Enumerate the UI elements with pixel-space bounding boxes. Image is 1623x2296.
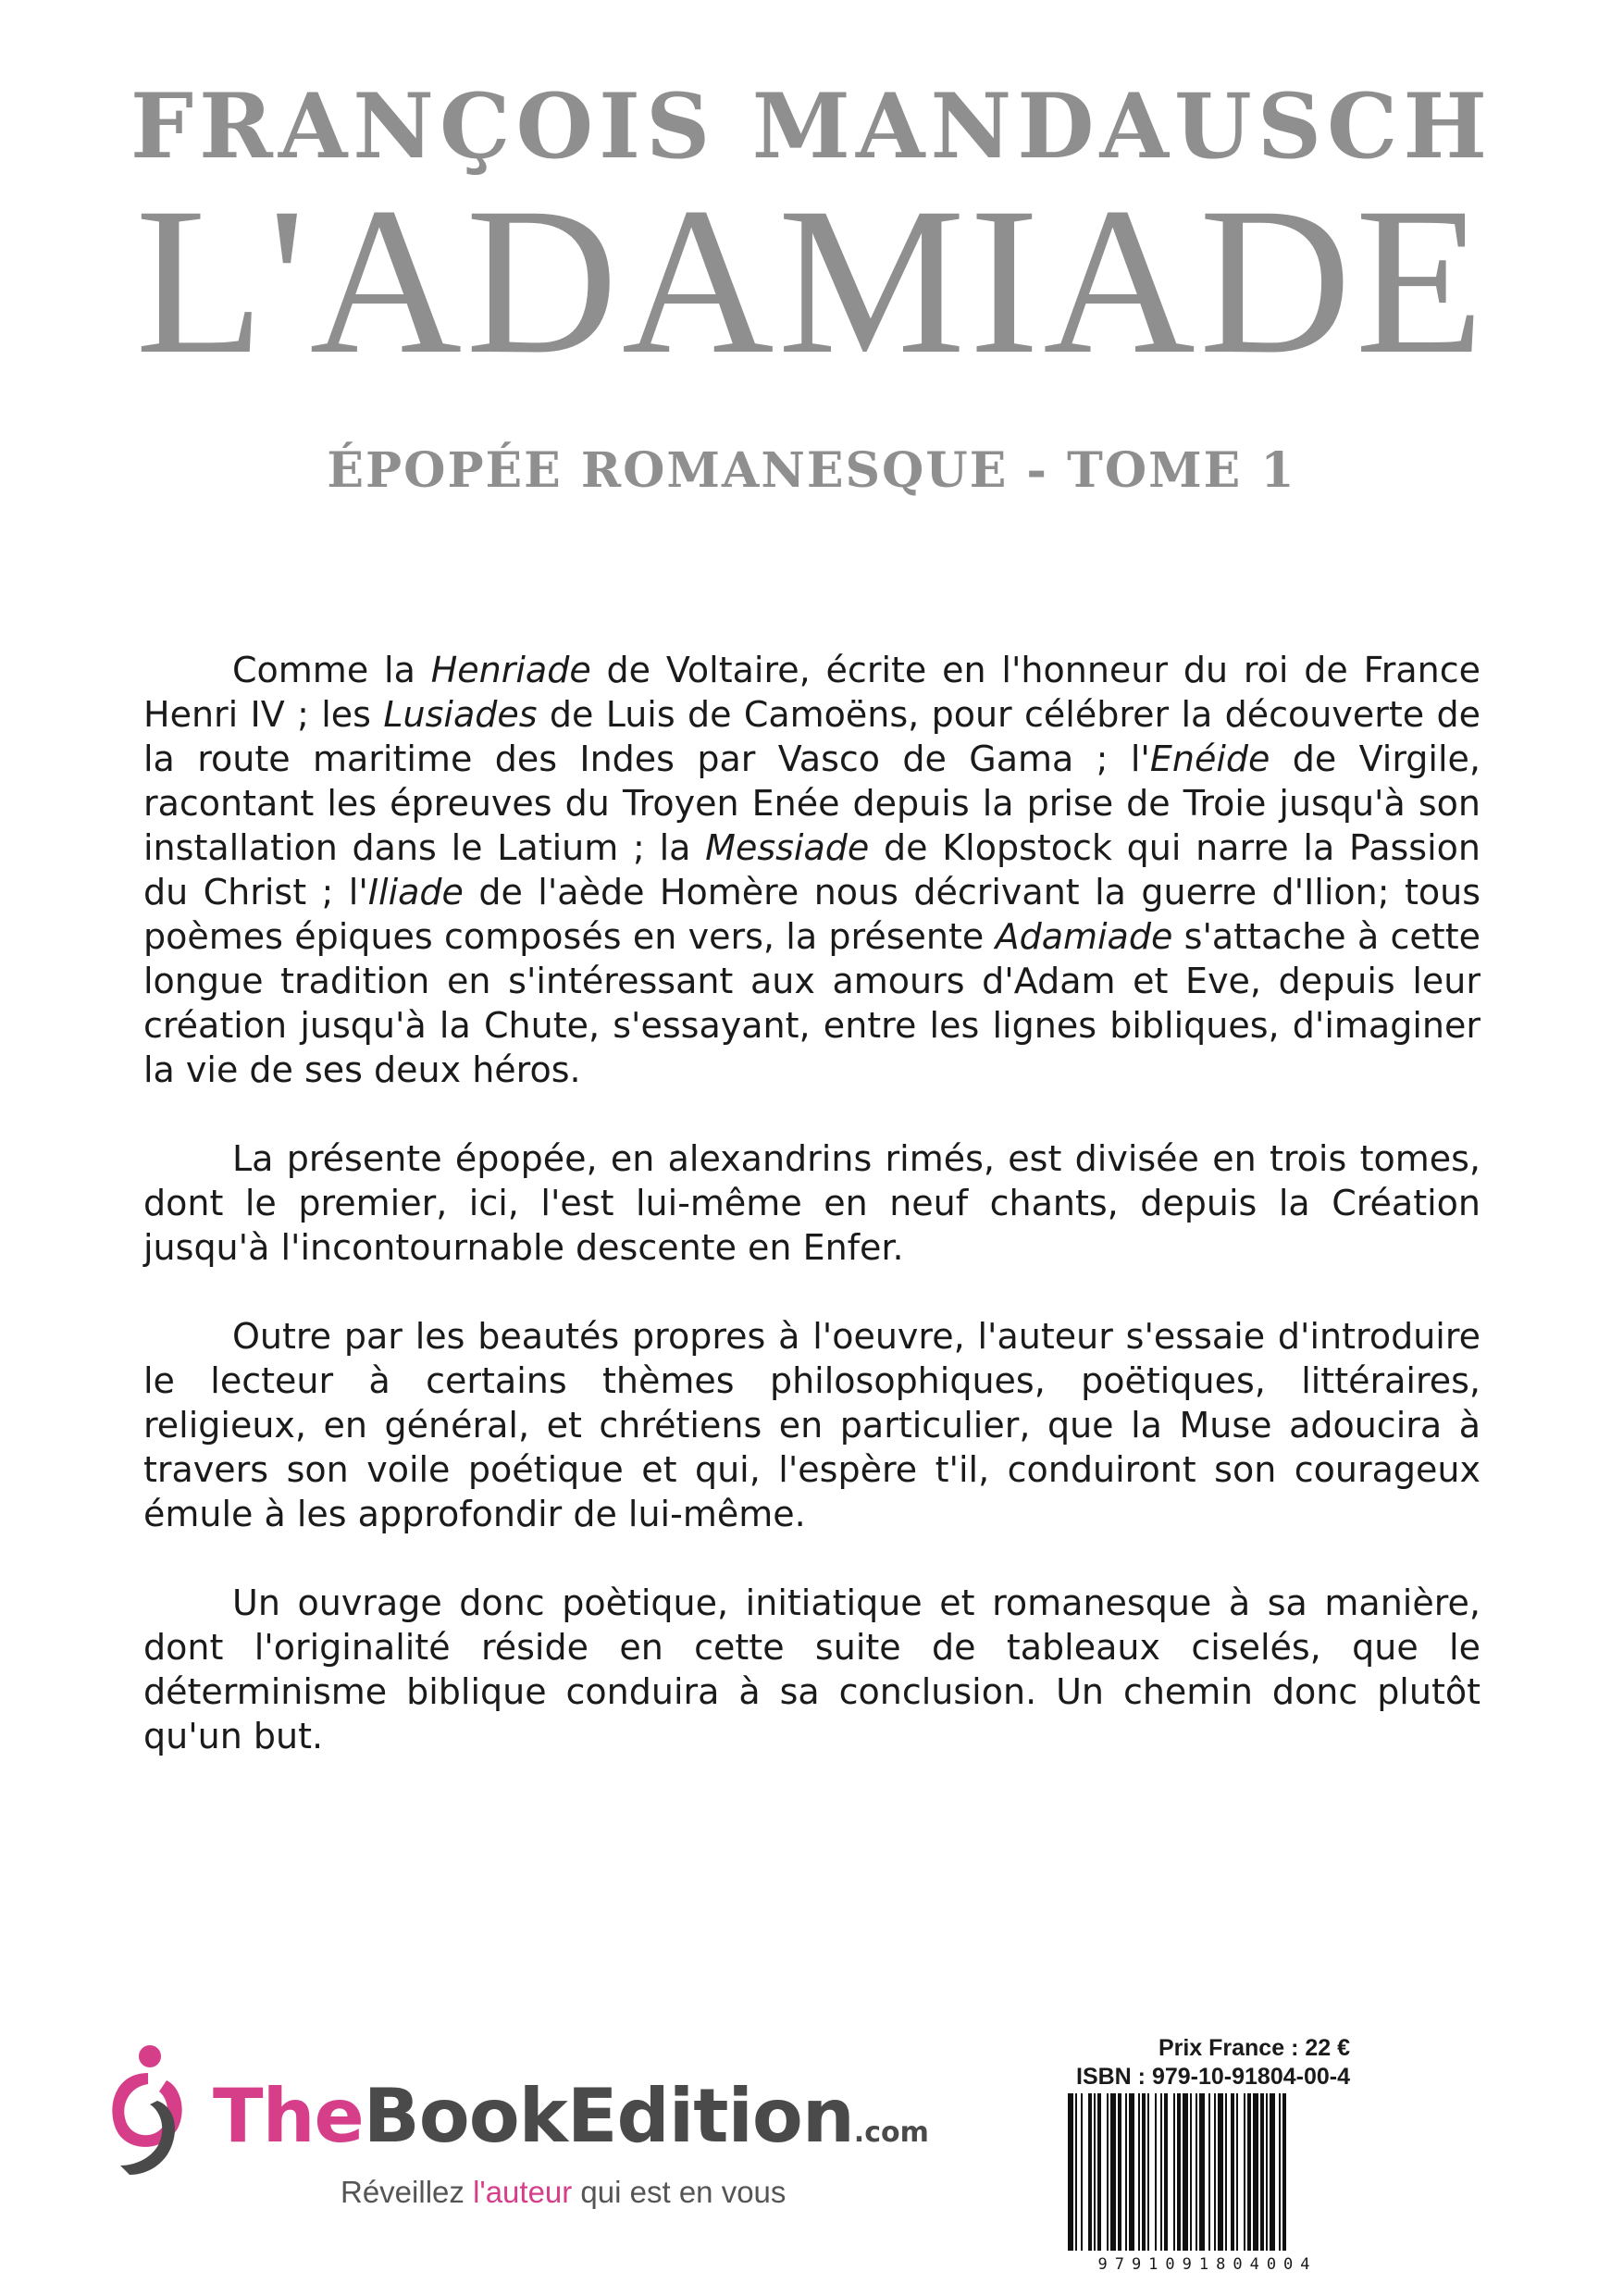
- barcode-bar: [1147, 2093, 1149, 2251]
- barcode-bar: [1282, 2093, 1286, 2251]
- barcode-bar: [1160, 2093, 1162, 2251]
- barcode-bar: [1244, 2093, 1245, 2251]
- text-run: s'attache à cette longue tradition en s'intéressant aux amours d'Adam et Eve, depuis leur création jusqu'à la Chute, s'essayant, entre les lignes bibliques, d'imaginer la vie de ses deux héros.: [143, 916, 1481, 1090]
- back-cover-blurb: [143, 648, 1481, 1803]
- publisher-logo: [93, 2036, 929, 2221]
- barcode-bar: [1279, 2093, 1281, 2251]
- barcode-bar: [1075, 2093, 1077, 2251]
- publisher-tagline: Réveillez l'auteur qui est en vous: [341, 2175, 787, 2209]
- barcode-bar: [1218, 2093, 1223, 2251]
- publisher-name: TheBookEdition.com: [213, 2073, 929, 2159]
- barcode-bar: [1183, 2093, 1188, 2251]
- publisher-emblem-icon: [93, 2036, 204, 2184]
- text-run: de l'aède Homère nous décrivant la guerre d'Ilion; tous poèmes épiques composés en vers, la présente: [143, 872, 1481, 957]
- work-title: Messiade: [705, 827, 870, 868]
- barcode-bar: [1247, 2093, 1251, 2251]
- barcode-bar: [1081, 2093, 1083, 2251]
- barcode-bar: [1208, 2093, 1210, 2251]
- barcode-bar: [1231, 2093, 1234, 2251]
- barcode-bar: [1196, 2093, 1197, 2251]
- barcode-bar: [1110, 2093, 1116, 2251]
- barcode-bar: [1097, 2093, 1101, 2251]
- book-subtitle: ÉPOPÉE ROMANESQUE - TOME 1: [327, 442, 1296, 499]
- barcode-bar: [1199, 2093, 1205, 2251]
- barcode-bar: [1260, 2093, 1264, 2251]
- barcode-bar: [1088, 2093, 1092, 2251]
- blurb-paragraph-3: Outre par les beautés propres à l'oeuvre, l'auteur s'essaie d'introduire le lecteur à certains thèmes philosophiques, poëtiques, littéraires, religieux, en général, et chrétiens en particulier, que la Muse adoucira à travers son voile poétique et qui, l'espère t'il, conduiront son courageux émule à les approfondir de lui-même.: [143, 1316, 1481, 1534]
- price-label: Prix France : 22 €: [1158, 2035, 1350, 2061]
- work-title: Enéide: [1149, 738, 1270, 779]
- barcode-bar: [1138, 2093, 1140, 2251]
- barcode-bar: [1253, 2093, 1258, 2251]
- barcode-bar: [1225, 2093, 1227, 2251]
- text-run: de Virgile, racontant les épreuves du Troyen Enée depuis la prise de Troie jusqu'à son installation dans le Latium ; la: [143, 738, 1481, 868]
- price-isbn-block: [1076, 2034, 1350, 2091]
- work-title: Iliade: [367, 872, 464, 912]
- isbn-label: ISBN : 979-10-91804-00-4: [1076, 2064, 1350, 2090]
- barcode-bar: [1236, 2093, 1238, 2251]
- barcode-bar: [1118, 2093, 1121, 2251]
- barcode-bar: [1270, 2093, 1275, 2251]
- work-title: Lusiades: [383, 694, 538, 735]
- barcode-bar: [1094, 2093, 1096, 2251]
- barcode-bar: [1142, 2093, 1146, 2251]
- blurb-paragraph-2: La présente épopée, en alexandrins rimés, est divisée en trois tomes, dont le premier, ici, l'est lui-même en neuf chants, depuis la Création jusqu'à l'incontournable descente en Enfer.: [143, 1138, 1481, 1268]
- blurb-paragraph-1: [143, 648, 1481, 1092]
- work-title: Henriade: [430, 650, 591, 690]
- blurb-paragraph-4: Un ouvrage donc poètique, initiatique et romanesque à sa manière, dont l'originalité réside en cette suite de tableaux ciselés, que le déterminisme biblique conduira à sa conclusion. Un chemin donc plutôt qu'un but.: [143, 1582, 1481, 1756]
- barcode-bar: [1125, 2093, 1127, 2251]
- text-run: de Klopstock qui narre la Passion du Christ ; l': [143, 827, 1481, 912]
- barcode-bar: [1155, 2093, 1157, 2251]
- barcode-bar: [1214, 2093, 1216, 2251]
- text-run: Comme la: [232, 650, 431, 690]
- barcode-digits: 9791091804004: [1097, 2255, 1318, 2274]
- text-run: de Voltaire, écrite en l'honneur du roi de France Henri IV ; les: [143, 650, 1481, 735]
- isbn-barcode: [1064, 2093, 1351, 2278]
- barcode-bar: [1177, 2093, 1181, 2251]
- author-name: FRANÇOIS MANDAUSCH: [130, 74, 1493, 179]
- barcode-bar: [1190, 2093, 1192, 2251]
- text-run: de Luis de Camoëns, pour célébrer la découverte de la route maritime des Indes par Vasco de Gama ; l': [143, 694, 1481, 779]
- barcode-bar: [1266, 2093, 1268, 2251]
- barcode-bar: [1164, 2093, 1168, 2251]
- work-title: Adamiade: [995, 916, 1173, 957]
- barcode-bar: [1068, 2093, 1073, 2251]
- barcode-bar: [1173, 2093, 1175, 2251]
- barcode-bar: [1129, 2093, 1134, 2251]
- barcode-bar: [1107, 2093, 1109, 2251]
- book-title: L'ADAMIADE: [135, 165, 1488, 398]
